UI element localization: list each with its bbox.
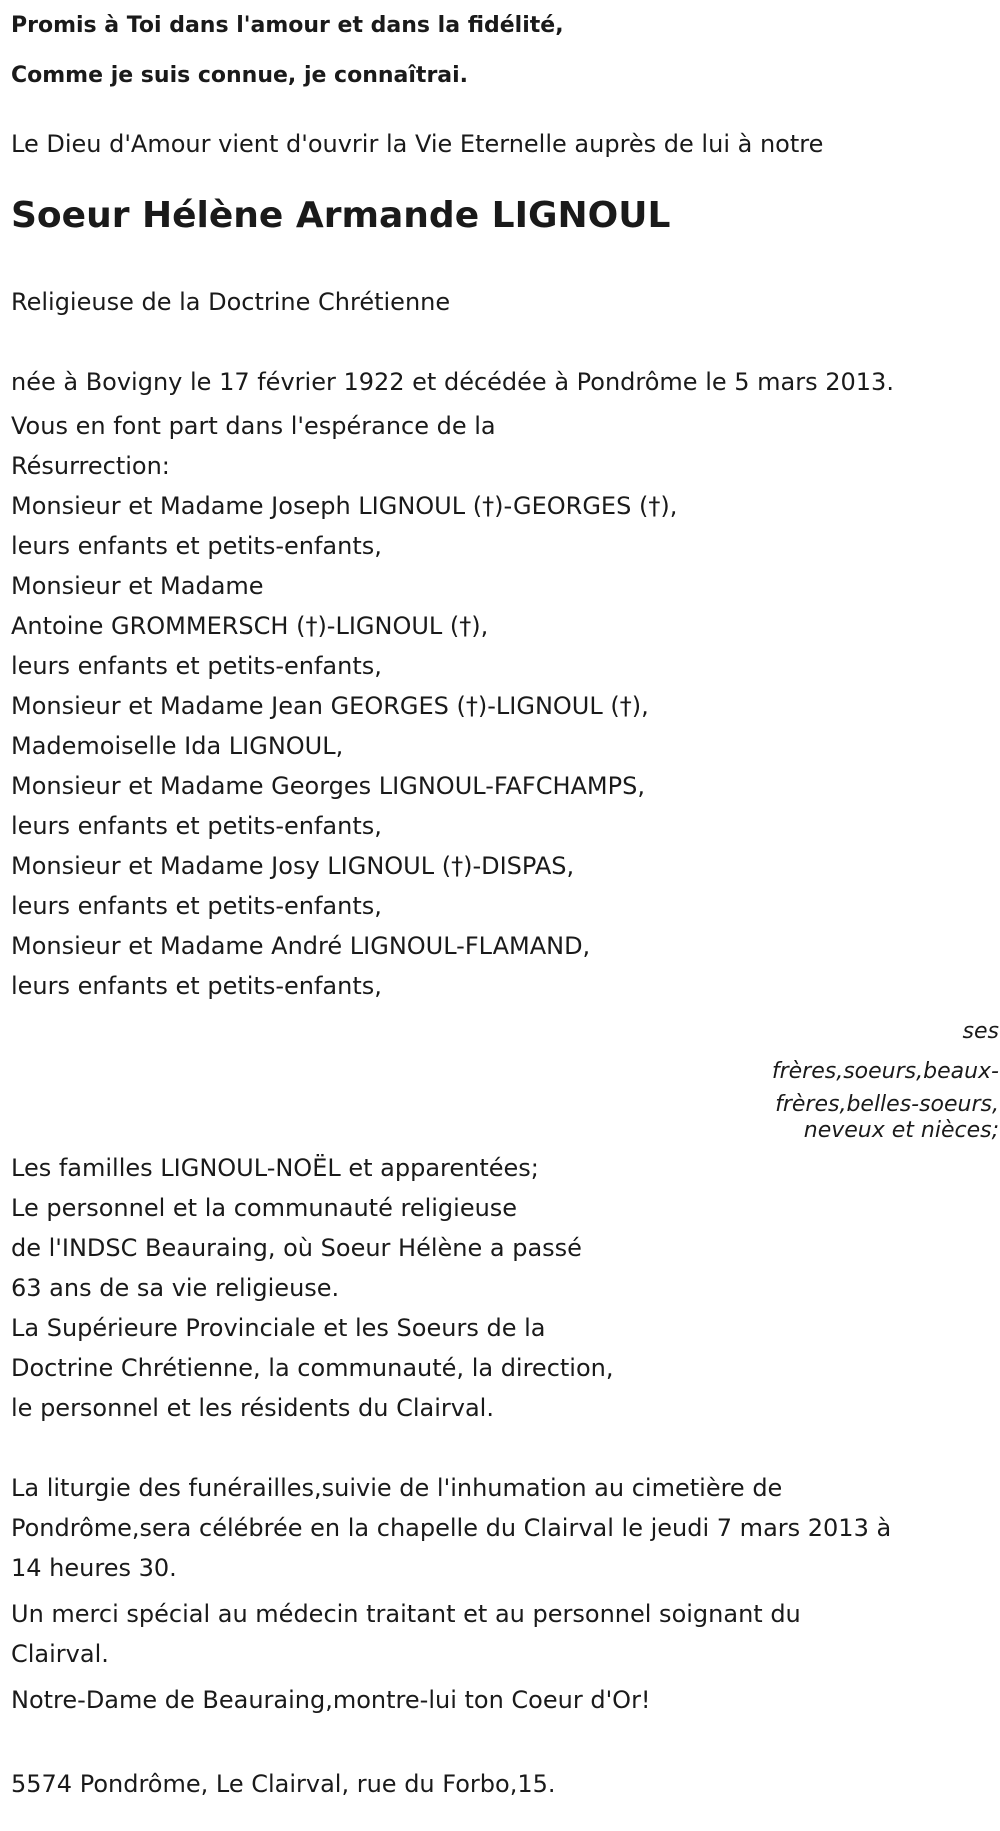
family-line: Mademoiselle Ida LIGNOUL,: [11, 732, 344, 760]
siblings-note-line: ses: [962, 1019, 999, 1044]
siblings-note: [11, 1012, 999, 1144]
family-line: Monsieur et Madame Josy LIGNOUL (†)-DISPAS,: [11, 852, 575, 880]
intro-text: Le Dieu d'Amour vient d'ouvrir la Vie Eternelle auprès de lui à notre: [11, 130, 824, 158]
mourner-line: de l'INDSC Beauraing, où Soeur Hélène a passé: [11, 1234, 582, 1262]
address: 5574 Pondrôme, Le Clairval, rue du Forbo,15.: [11, 1770, 556, 1798]
family-line: Monsieur et Madame: [11, 572, 264, 600]
family-line: leurs enfants et petits-enfants,: [11, 652, 382, 680]
family-line: Monsieur et Madame Georges LIGNOUL-FAFCHAMPS,: [11, 772, 645, 800]
thanks-note: [11, 1594, 1000, 1674]
family-line: Vous en font part dans l'espérance de la: [11, 412, 496, 440]
family-line: Monsieur et Madame André LIGNOUL-FLAMAND,: [11, 932, 591, 960]
mourner-line: Doctrine Chrétienne, la communauté, la direction,: [11, 1354, 614, 1382]
family-line: leurs enfants et petits-enfants,: [11, 812, 382, 840]
thanks-line: Clairval.: [11, 1640, 109, 1668]
epigraph-line-2: Comme je suis connue, je connaîtrai.: [11, 63, 469, 88]
mourner-line: Le personnel et la communauté religieuse: [11, 1194, 518, 1222]
siblings-note-line: neveux et nièces;: [803, 1118, 999, 1143]
family-line: leurs enfants et petits-enfants,: [11, 972, 382, 1000]
family-line: Résurrection:: [11, 452, 170, 480]
siblings-note-line: frères,belles-soeurs,: [775, 1092, 999, 1117]
liturgy-info: [11, 1468, 1000, 1588]
liturgy-line: 14 heures 30.: [11, 1554, 177, 1582]
other-mourners: [11, 1148, 1000, 1428]
liturgy-line: La liturgie des funérailles,suivie de l'inhumation au cimetière de: [11, 1474, 783, 1502]
deceased-name: Soeur Hélène Armande LIGNOUL: [11, 195, 671, 236]
thanks-line: Un merci spécial au médecin traitant et au personnel soignant du: [11, 1600, 801, 1628]
siblings-note-line: frères,soeurs,beaux-: [771, 1059, 999, 1084]
family-line: leurs enfants et petits-enfants,: [11, 532, 382, 560]
family-line: Monsieur et Madame Joseph LIGNOUL (†)-GEORGES (†),: [11, 492, 678, 520]
family-line: Antoine GROMMERSCH (†)-LIGNOUL (†),: [11, 612, 489, 640]
birth-death-dates: née à Bovigny le 17 février 1922 et décédée à Pondrôme le 5 mars 2013.: [11, 368, 894, 396]
family-line: leurs enfants et petits-enfants,: [11, 892, 382, 920]
mourner-line: le personnel et les résidents du Clairval.: [11, 1394, 494, 1422]
family-line: Monsieur et Madame Jean GEORGES (†)-LIGNOUL (†),: [11, 692, 649, 720]
liturgy-line: Pondrôme,sera célébrée en la chapelle du Clairval le jeudi 7 mars 2013 à: [11, 1514, 892, 1542]
epigraph-line-1: Promis à Toi dans l'amour et dans la fidélité,: [11, 13, 564, 38]
religious-order: Religieuse de la Doctrine Chrétienne: [11, 288, 451, 316]
family-list: [11, 406, 1000, 1006]
mourner-line: 63 ans de sa vie religieuse.: [11, 1274, 340, 1302]
mourner-line: La Supérieure Provinciale et les Soeurs de la: [11, 1314, 546, 1342]
prayer-line: Notre-Dame de Beauraing,montre-lui ton Coeur d'Or!: [11, 1686, 651, 1714]
mourner-line: Les familles LIGNOUL-NOËL et apparentées;: [11, 1154, 539, 1182]
